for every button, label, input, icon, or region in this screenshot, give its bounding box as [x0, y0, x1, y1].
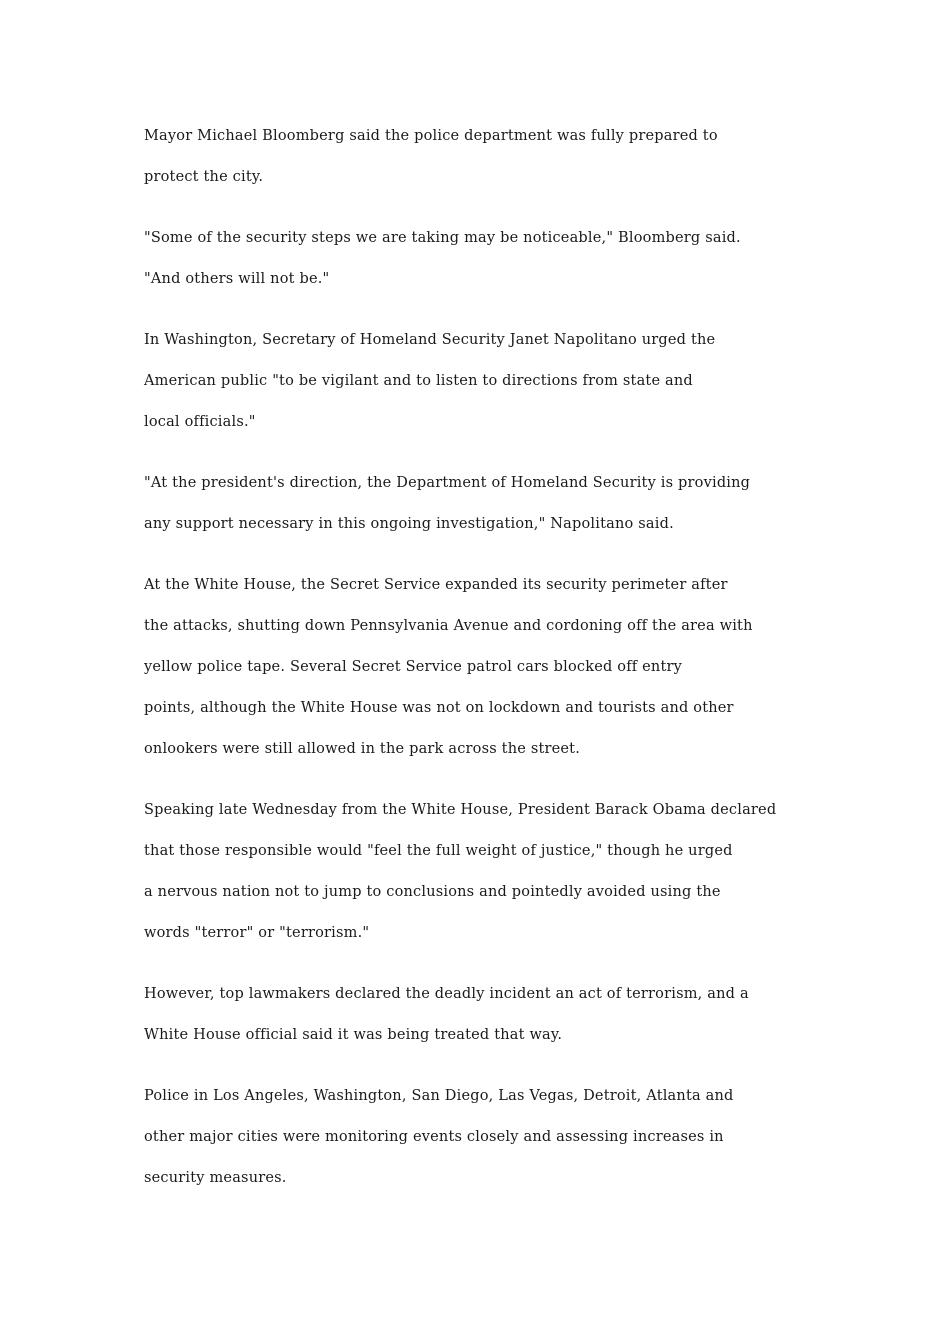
article-body: [144, 116, 814, 1219]
text-line: Mayor Michael Bloomberg said the police department was fully prepared to: [144, 128, 718, 144]
text-line: a nervous nation not to jump to conclusions and pointedly avoided using the: [144, 884, 721, 900]
text-line: White House official said it was being treated that way.: [144, 1027, 563, 1043]
text-line: "And others will not be.": [144, 271, 330, 287]
paragraph-napolitano-quote: [144, 463, 814, 545]
paragraph-other-cities: [144, 1076, 814, 1199]
paragraph-lawmakers-terrorism: [144, 974, 814, 1056]
text-line: In Washington, Secretary of Homeland Security Janet Napolitano urged the: [144, 332, 716, 348]
text-line: onlookers were still allowed in the park across the street.: [144, 741, 581, 757]
text-line: Police in Los Angeles, Washington, San Diego, Las Vegas, Detroit, Atlanta and: [144, 1088, 734, 1104]
text-line: "Some of the security steps we are taking may be noticeable," Bloomberg said.: [144, 230, 741, 246]
text-line: points, although the White House was not on lockdown and tourists and other: [144, 700, 734, 716]
paragraph-bloomberg-prepared: [144, 116, 814, 198]
paragraph-obama-statement: [144, 790, 814, 954]
text-line: yellow police tape. Several Secret Service patrol cars blocked off entry: [144, 659, 683, 675]
text-line: However, top lawmakers declared the deadly incident an act of terrorism, and a: [144, 986, 749, 1002]
paragraph-white-house-security: [144, 565, 814, 770]
text-line: American public "to be vigilant and to listen to directions from state and: [144, 373, 693, 389]
text-line: At the White House, the Secret Service expanded its security perimeter after: [144, 577, 728, 593]
paragraph-bloomberg-quote: [144, 218, 814, 300]
text-line: other major cities were monitoring events closely and assessing increases in: [144, 1129, 724, 1145]
text-line: security measures.: [144, 1170, 287, 1186]
text-line: any support necessary in this ongoing investigation," Napolitano said.: [144, 516, 674, 532]
text-line: protect the city.: [144, 169, 264, 185]
paragraph-napolitano-urged: [144, 320, 814, 443]
text-line: "At the president's direction, the Department of Homeland Security is providing: [144, 475, 751, 491]
text-line: the attacks, shutting down Pennsylvania Avenue and cordoning off the area with: [144, 618, 753, 634]
text-line: Speaking late Wednesday from the White House, President Barack Obama declared: [144, 802, 777, 818]
text-line: that those responsible would "feel the full weight of justice," though he urged: [144, 843, 733, 859]
text-line: local officials.": [144, 414, 256, 430]
text-line: words "terror" or "terrorism.": [144, 925, 370, 941]
